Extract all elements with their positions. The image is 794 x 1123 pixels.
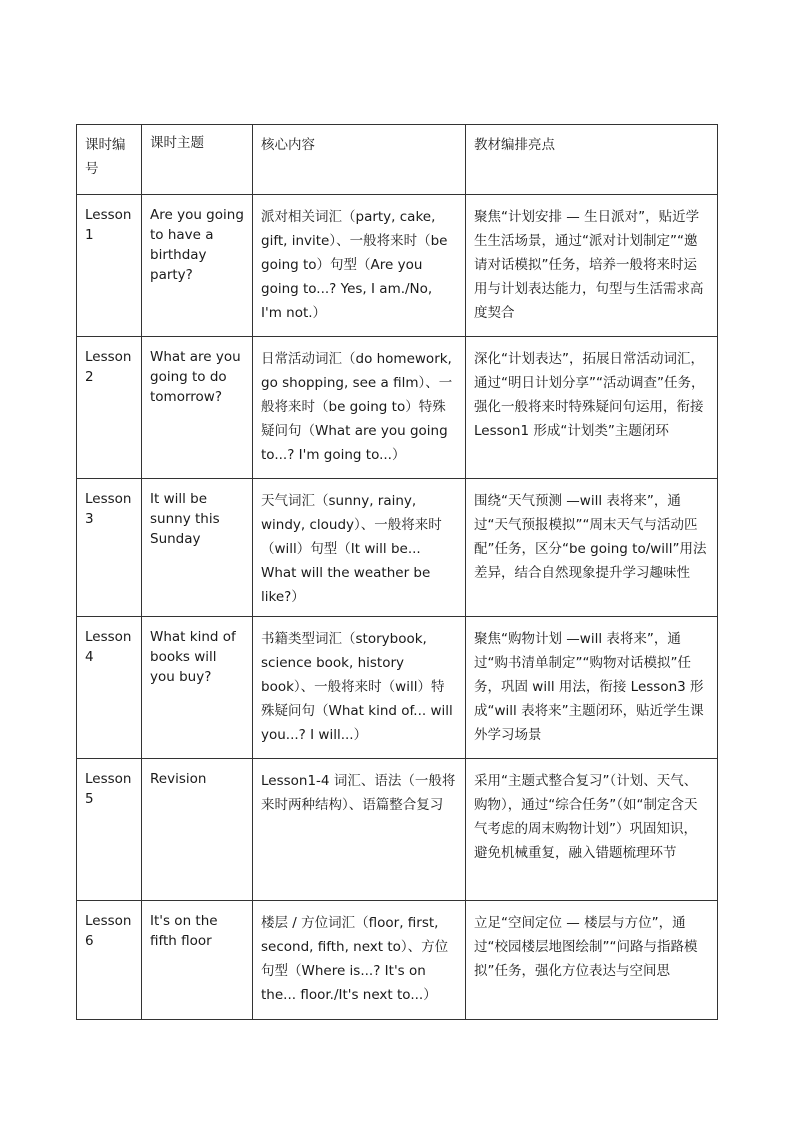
header-core-content: 核心内容 [253, 125, 466, 195]
highlight-cell: 深化“计划表达”，拓展日常活动词汇，通过“明日计划分享”“活动调查”任务，强化一般将来时特殊疑问句运用，衔接 Lesson1 形成“计划类”主题闭环 [466, 337, 718, 479]
highlight-cell: 采用“主题式整合复习”（计划、天气、购物），通过“综合任务”（如“制定含天气考虑的周末购物计划”）巩固知识，避免机械重复，融入错题梳理环节 [466, 759, 718, 901]
core-content-cell: 日常活动词汇（do homework, go shopping, see a film）、一般将来时（be going to）特殊疑问句（What are you going to...? I'm going to...） [253, 337, 466, 479]
table-row [77, 901, 718, 1020]
lesson-topic-cell: It will be sunny this Sunday [142, 479, 253, 617]
header-lesson-topic: 课时主题 [142, 125, 253, 195]
core-content-cell: 楼层 / 方位词汇（floor, first, second, fifth, next to）、方位句型（Where is...? It's on the... floor./It's next to...） [253, 901, 466, 1020]
lesson-number-cell: Lesson 3 [77, 479, 142, 617]
core-content-cell: 派对相关词汇（party, cake, gift, invite）、一般将来时（be going to）句型（Are you going to...? Yes, I am./No, I'm not.） [253, 195, 466, 337]
table-row [77, 759, 718, 901]
lesson-number-cell: Lesson 5 [77, 759, 142, 901]
lesson-plan-table [76, 124, 718, 1020]
table-row [77, 617, 718, 759]
lesson-number-cell: Lesson 6 [77, 901, 142, 1020]
lesson-number-cell: Lesson 4 [77, 617, 142, 759]
core-content-cell: 书籍类型词汇（storybook, science book, history book）、一般将来时（will）特殊疑问句（What kind of... will you...? I will...） [253, 617, 466, 759]
lesson-topic-cell: What kind of books will you buy? [142, 617, 253, 759]
header-lesson-number: 课时编号 [77, 125, 142, 195]
highlight-cell: 围绕“天气预测 —will 表将来”，通过“天气预报模拟”“周末天气与活动匹配”任务，区分“be going to/will”用法差异，结合自然现象提升学习趣味性 [466, 479, 718, 617]
core-content-cell: Lesson1-4 词汇、语法（一般将来时两种结构）、语篇整合复习 [253, 759, 466, 901]
table-row [77, 479, 718, 617]
header-highlights: 教材编排亮点 [466, 125, 718, 195]
lesson-number-cell: Lesson 1 [77, 195, 142, 337]
lesson-topic-cell: Are you going to have a birthday party? [142, 195, 253, 337]
highlight-cell: 聚焦“购物计划 —will 表将来”，通过“购书清单制定”“购物对话模拟”任务，巩固 will 用法，衔接 Lesson3 形成“will 表将来”主题闭环，贴近学生课外学习场景 [466, 617, 718, 759]
highlight-cell: 聚焦“计划安排 — 生日派对”，贴近学生生活场景，通过“派对计划制定”“邀请对话模拟”任务，培养一般将来时运用与计划表达能力，句型与生活需求高度契合 [466, 195, 718, 337]
table-header-row [77, 125, 718, 195]
lesson-topic-cell: What are you going to do tomorrow? [142, 337, 253, 479]
table-row [77, 337, 718, 479]
table-row [77, 195, 718, 337]
core-content-cell: 天气词汇（sunny, rainy, windy, cloudy）、一般将来时（will）句型（It will be... What will the weather be like?） [253, 479, 466, 617]
lesson-topic-cell: Revision [142, 759, 253, 901]
lesson-topic-cell: It's on the fifth floor [142, 901, 253, 1020]
highlight-cell: 立足“空间定位 — 楼层与方位”，通过“校园楼层地图绘制”“问路与指路模拟”任务，强化方位表达与空间思 [466, 901, 718, 1020]
lesson-number-cell: Lesson 2 [77, 337, 142, 479]
